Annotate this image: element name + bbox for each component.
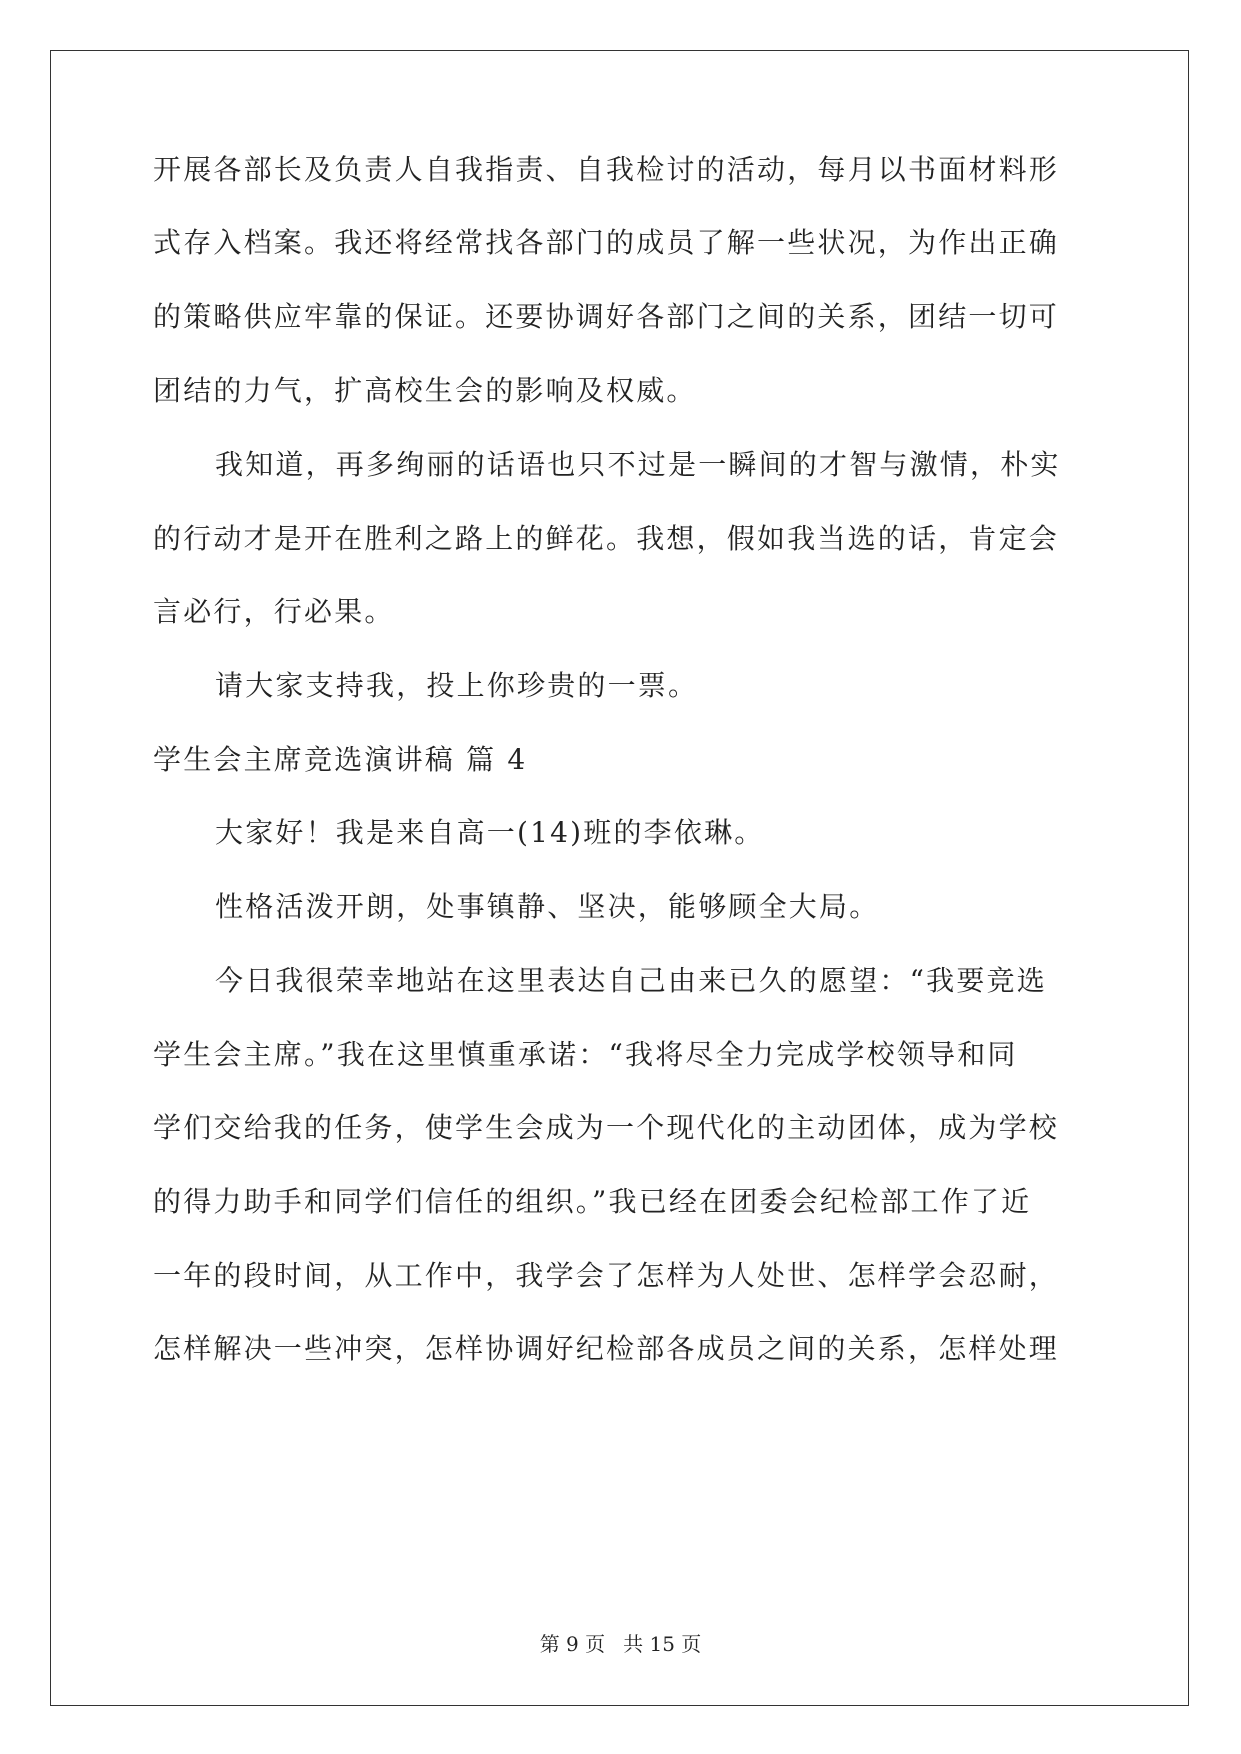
paragraph-line: 言必行，行必果。 <box>153 595 395 628</box>
paragraph-line: 式存入档案。我还将经常找各部门的成员了解一些状况，为作出正确 <box>153 226 1060 259</box>
paragraph-line: 的策略供应牢靠的保证。还要协调好各部门之间的关系，团结一切可 <box>153 300 1060 333</box>
paragraph-line: 大家好！我是来自高一(14)班的李依琳。 <box>215 816 765 849</box>
paragraph-line: 学生会主席。”我在这里慎重承诺：“我将尽全力完成学校领导和同 <box>153 1038 1018 1071</box>
paragraph-line: 开展各部长及负责人自我指责、自我检讨的活动，每月以书面材料形 <box>153 153 1060 186</box>
paragraph-line: 性格活泼开朗，处事镇静、坚决，能够顾全大局。 <box>215 890 880 923</box>
page-total: 共 15 页 <box>623 1632 702 1656</box>
paragraph-line: 一年的段时间，从工作中，我学会了怎样为人处世、怎样学会忍耐， <box>153 1259 1060 1292</box>
paragraph-line: 学们交给我的任务，使学生会成为一个现代化的主动团体，成为学校 <box>153 1111 1060 1144</box>
paragraph-line: 今日我很荣幸地站在这里表达自己由来已久的愿望：“我要竞选 <box>215 964 1047 997</box>
section-heading: 学生会主席竞选演讲稿 篇 4 <box>153 743 528 776</box>
page-number: 第 9 页 <box>539 1632 606 1656</box>
paragraph-line: 请大家支持我，投上你珍贵的一票。 <box>215 669 699 702</box>
paragraph-line: 团结的力气，扩高校生会的影响及权威。 <box>153 374 697 407</box>
paragraph-line: 的行动才是开在胜利之路上的鲜花。我想，假如我当选的话，肯定会 <box>153 522 1060 555</box>
paragraph-line: 怎样解决一些冲突，怎样协调好纪检部各成员之间的关系，怎样处理 <box>153 1332 1060 1365</box>
paragraph-line: 我知道，再多绚丽的话语也只不过是一瞬间的才智与激情，朴实 <box>215 448 1061 481</box>
paragraph-line: 的得力助手和同学们信任的组织。”我已经在团委会纪检部工作了近 <box>153 1185 1032 1218</box>
page-footer <box>0 1630 1241 1658</box>
